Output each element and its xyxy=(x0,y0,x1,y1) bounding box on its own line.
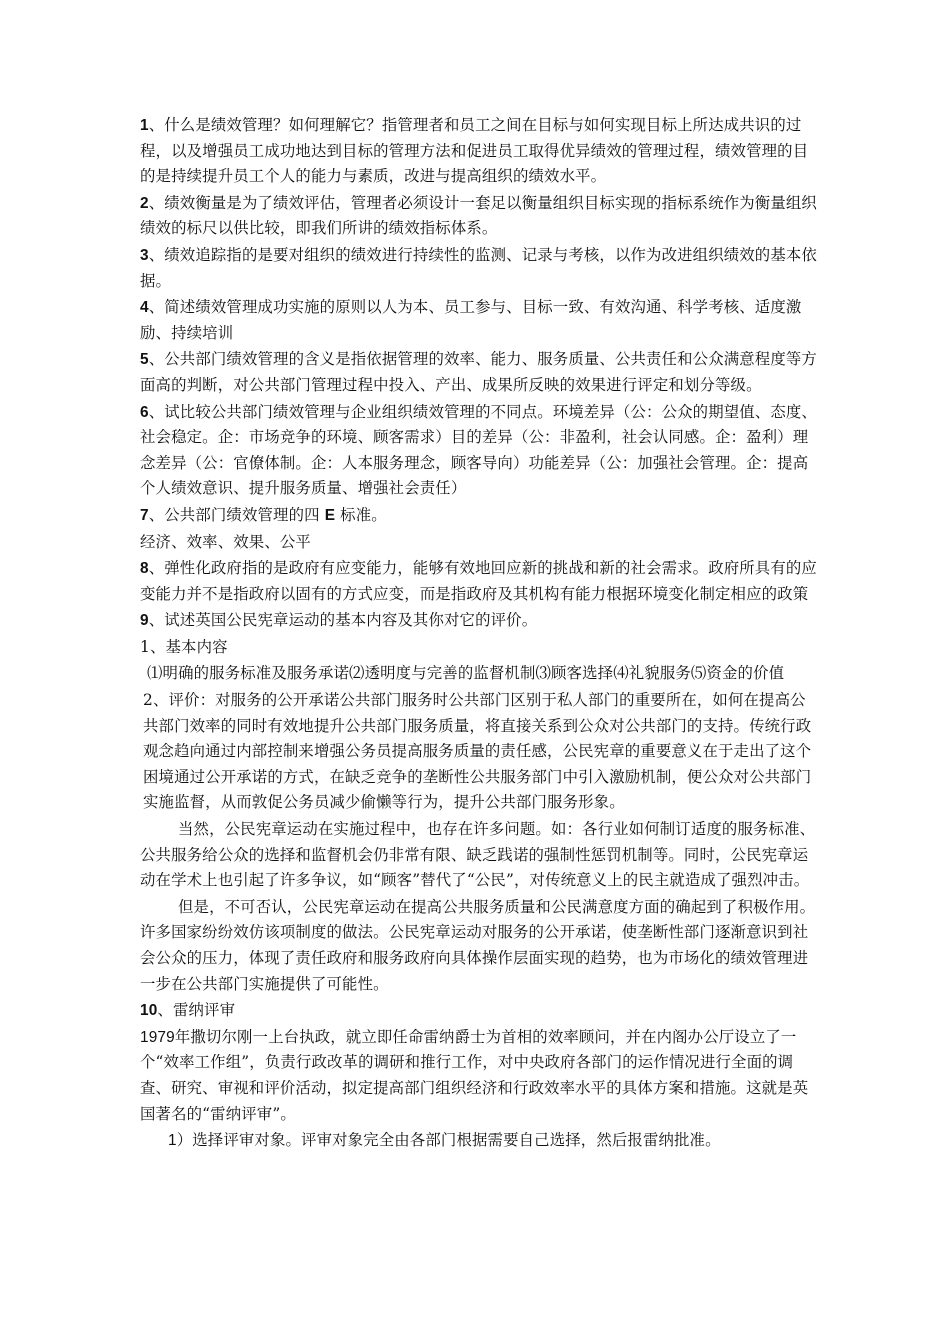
item-separator: 、 xyxy=(148,245,165,264)
item-separator: 、 xyxy=(148,402,165,421)
item-text: 标准。 xyxy=(335,505,387,524)
item-10 xyxy=(140,998,820,1024)
item-number: 5 xyxy=(140,351,149,369)
item-number: 10 xyxy=(140,1002,158,1020)
document-page xyxy=(140,113,820,1154)
item-separator: 、 xyxy=(148,505,165,524)
item-7-answer: 经济、效率、效果、公平 xyxy=(140,532,311,551)
item-2 xyxy=(140,191,820,242)
item-5 xyxy=(140,347,820,398)
item-10-body xyxy=(140,1025,820,1127)
item-9 xyxy=(140,608,820,634)
item-number: 9 xyxy=(140,612,149,630)
item-4 xyxy=(140,295,820,346)
item-text: 雷纳评审 xyxy=(172,1001,236,1020)
item-number: 8 xyxy=(140,560,149,578)
item-number: 7 xyxy=(140,506,149,524)
item-separator: 、 xyxy=(148,350,165,369)
item-number: 1 xyxy=(140,117,149,134)
step-number: 1 xyxy=(168,1132,177,1150)
item-10-step-1 xyxy=(140,1128,820,1154)
item-10-year: 1979 xyxy=(140,1028,175,1046)
item-number: 4 xyxy=(140,299,149,317)
step-text: ）选择评审对象。评审对象完全由各部门根据需要自己选择，然后报雷纳批准。 xyxy=(176,1131,721,1150)
item-9-basic-list: ⑴明确的服务标准及服务承诺⑵透明度与完善的监督机制⑶顾客选择⑷礼貌服务⑸资金的价值 xyxy=(147,664,785,683)
item-7 xyxy=(140,503,820,529)
item-separator: 、 xyxy=(148,611,165,630)
item-9-evaluation: 2、评价：对服务的公开承诺公共部门服务时公共部门区别于私人部门的重要所在，如何在提高公共部门效率的同时有效地提升公共部门服务质量，将直接关系到公众对公共部门的支持。传统行政观念趋向通过内部控制来增强公务员提高服务质量的责任感，公民宪章的重要意义在于走出了这个困境通过公开承诺的方式，在缺乏竞争的垄断性公共服务部门中引入激励机制，便公众对公共部门实施监督，从而敦促公务员减少偷懒等行为，提升公共部门服务形象。 xyxy=(143,691,812,812)
item-text: 什么是绩效管理？如何理解它？指管理者和员工之间在目标与如何实现目标上所达成共识的过程，以及增强员工成功地达到目标的管理方法和促进员工取得优异绩效的管理过程，绩效管理的目的是持续提升员工个人的能力与素质，改进与提高组织的绩效水平。 xyxy=(140,116,809,186)
item-separator: 、 xyxy=(148,298,165,317)
item-9-paragraph-conclusion: 但是，不可否认，公民宪章运动在提高公共服务质量和公民满意度方面的确起到了积极作用。许多国家纷纷效仿该项制度的做法。公民宪章运动对服务的公开承诺，使垄断性部门逐渐意识到社会公众的压力，体现了责任政府和服务政府向具体操作层面实现的趋势，也为市场化的绩效管理进一步在公共部门实施提供了可能性。 xyxy=(140,897,816,993)
item-text-e: E xyxy=(324,506,336,524)
item-text: 公共部门绩效管理的四 xyxy=(164,505,325,524)
item-text: 绩效衡量是为了绩效评估，管理者必须设计一套足以衡量组织目标实现的指标系统作为衡量组织绩效的标尺以供比较，即我们所讲的绩效指标体系。 xyxy=(140,193,817,238)
item-3 xyxy=(140,243,820,294)
item-9-subtitle-basic: 1、基本内容 xyxy=(140,637,228,656)
item-text: 公共部门绩效管理的含义是指依据管理的效率、能力、服务质量、公共责任和公众满意程度等方面高的判断，对公共部门管理过程中投入、产出、成果所反映的效果进行评定和划分等级。 xyxy=(140,350,817,394)
item-separator: 、 xyxy=(148,559,165,578)
item-text: 简述绩效管理成功实施的原则以人为本、员工参与、目标一致、有效沟通、科学考核、适度激励、持续培训 xyxy=(140,298,802,342)
item-separator: 、 xyxy=(148,116,165,134)
item-6 xyxy=(140,400,820,502)
item-8 xyxy=(140,556,820,607)
item-number: 3 xyxy=(140,246,149,264)
item-number: 2 xyxy=(140,194,149,212)
item-9-paragraph-problems: 当然，公民宪章运动在实施过程中，也存在许多问题。如：各行业如何制订适度的服务标准、公共服务给公众的选择和监督机会仍非常有限、缺乏践诺的强制性惩罚机制等。同时，公民宪章运动在学术上也引起了许多争议，如“顾客”替代了“公民”，对传统意义上的民主就造成了强烈冲击。 xyxy=(140,820,816,890)
item-text: 试比较公共部门绩效管理与企业组织绩效管理的不同点。环境差异（公：公众的期望值、态度、社会稳定。企：市场竞争的环境、顾客需求）目的差异（公：非盈利，社会认同感。企：盈利）理念差异（公：官僚体制。企：人本服务理念，顾客导向）功能差异（公：加强社会管理。企：提高个人绩效意识、提升服务质量、增强社会责任） xyxy=(140,402,817,498)
item-1 xyxy=(140,113,820,190)
item-10-body-text: 年撒切尔刚一上台执政，就立即任命雷纳爵士为首相的效率顾问，并在内阁办公厅设立了一个“效率工作组”，负责行政改革的调研和推行工作，对中央政府各部门的运作情况进行全面的调查、研究、审视和评价活动，拟定提高部门组织经济和行政效率水平的具体方案和措施。这就是英国著名的“雷纳评审”。 xyxy=(140,1027,809,1123)
item-number: 6 xyxy=(140,403,149,421)
item-text: 试述英国公民宪章运动的基本内容及其你对它的评价。 xyxy=(164,611,538,630)
item-text: 绩效追踪指的是要对组织的绩效进行持续性的监测、记录与考核，以作为改进组织绩效的基本依据。 xyxy=(140,245,817,290)
item-text: 弹性化政府指的是政府有应变能力，能够有效地回应新的挑战和新的社会需求。政府所具有的应变能力并不是指政府以固有的方式应变，而是指政府及其机构有能力根据环境变化制定相应的政策 xyxy=(140,559,817,603)
item-separator: 、 xyxy=(148,193,165,212)
item-separator: 、 xyxy=(157,1001,173,1020)
